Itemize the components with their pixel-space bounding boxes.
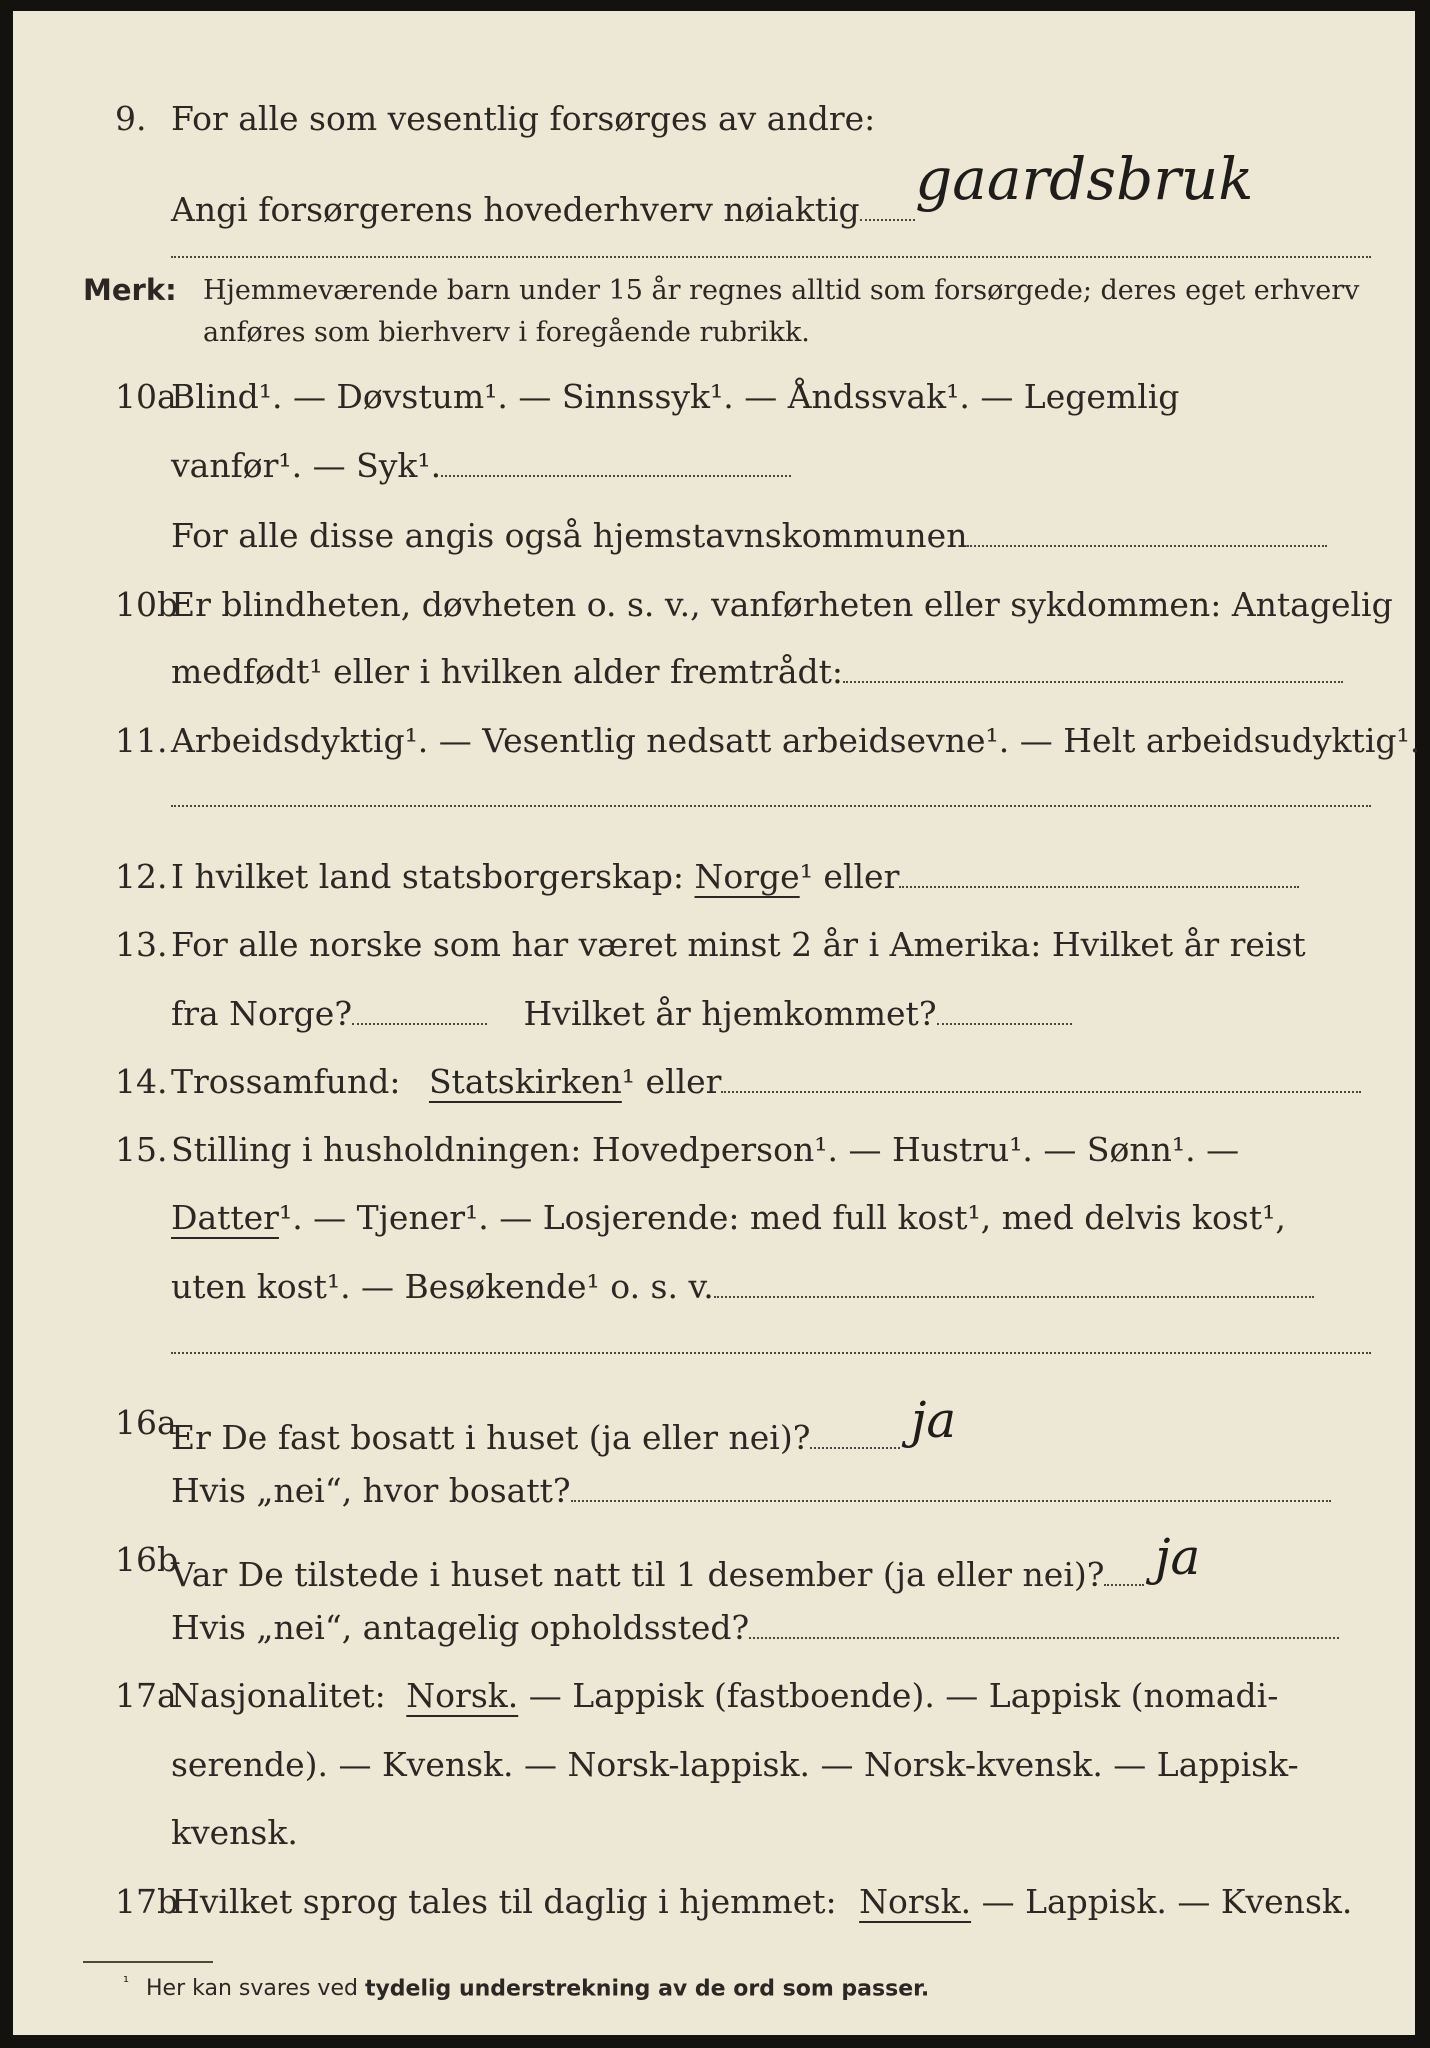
item-number: 14. bbox=[115, 1062, 168, 1101]
footnote-mark: ¹ bbox=[123, 1973, 130, 1991]
question-text: Hvis „nei“, hvor bosatt? bbox=[171, 1471, 571, 1510]
handwritten-answer: ja bbox=[910, 1391, 957, 1449]
question-text: ¹. — Tjener¹. — Losjerende: med full kost¹, med delvis kost¹, bbox=[278, 1198, 1286, 1237]
item-10a-line3 bbox=[13, 508, 1415, 562]
item-number: 9. bbox=[115, 99, 147, 138]
item-10a-line2 bbox=[13, 438, 1415, 492]
item-14 bbox=[13, 1054, 1415, 1108]
item-15-line3 bbox=[13, 1259, 1415, 1313]
selected-answer: Datter bbox=[171, 1198, 279, 1237]
answer-line bbox=[571, 1476, 1331, 1502]
item-17a-line2 bbox=[13, 1737, 1415, 1791]
answer-line bbox=[171, 803, 1371, 807]
answer-line bbox=[810, 1423, 900, 1449]
question-text: Blind¹. — Døvstum¹. — Sinnssyk¹. — Åndssvak¹. — Legemlig bbox=[171, 377, 1180, 416]
answer-line bbox=[721, 1067, 1361, 1093]
question-text: ¹ eller bbox=[621, 1062, 722, 1101]
answer-line bbox=[899, 862, 1299, 888]
selected-answer: Statskirken bbox=[428, 1062, 622, 1101]
handwritten-answer: gaardsbruk bbox=[915, 145, 1254, 213]
item-16a-line2 bbox=[13, 1463, 1415, 1517]
answer-line bbox=[749, 1613, 1339, 1639]
answer-line bbox=[171, 254, 1371, 258]
item-number: 17a bbox=[115, 1676, 177, 1715]
item-16b bbox=[13, 1528, 1415, 1594]
question-text: Er blindheten, døvheten o. s. v., vanførheten eller sykdommen: Antagelig bbox=[171, 585, 1393, 624]
answer-line bbox=[714, 1272, 1314, 1298]
item-10a bbox=[13, 369, 1415, 423]
item-10b-line2 bbox=[13, 644, 1415, 698]
question-text: For alle norske som har været minst 2 år i Amerika: Hvilket år reist bbox=[171, 925, 1306, 964]
item-10b bbox=[13, 577, 1415, 631]
answer-line bbox=[937, 999, 1072, 1025]
item-9-line2 bbox=[13, 145, 1415, 229]
answer-line bbox=[352, 999, 487, 1025]
item-number: 16a bbox=[115, 1403, 177, 1442]
census-form-page bbox=[13, 11, 1421, 2035]
selected-answer: Norge bbox=[694, 857, 800, 896]
item-number: 10b bbox=[115, 585, 179, 624]
handwritten-answer: ja bbox=[1154, 1528, 1201, 1586]
item-13-line2 bbox=[13, 986, 1415, 1040]
question-text: medfødt¹ eller i hvilken alder fremtrådt: bbox=[171, 652, 844, 691]
question-text: Trossamfund: bbox=[171, 1062, 401, 1101]
selected-answer: Norsk. bbox=[406, 1676, 519, 1715]
question-text: Hvilket år hjemkommet? bbox=[523, 994, 937, 1033]
answer-line bbox=[441, 451, 791, 477]
note-text: Hjemmeværende barn under 15 år regnes alltid som forsørgede; deres eget erhverv bbox=[203, 275, 1360, 306]
footnote-text: Her kan svares ved bbox=[146, 1976, 358, 2002]
question-text: uten kost¹. — Besøkende¹ o. s. v. bbox=[171, 1267, 714, 1306]
question-text: Arbeidsdyktig¹. — Vesentlig nedsatt arbeidsevne¹. — Helt arbeidsudyktig¹. bbox=[171, 721, 1421, 760]
item-number: 17b bbox=[115, 1882, 179, 1921]
item-13 bbox=[13, 917, 1415, 971]
question-text: vanfør¹. — Syk¹. bbox=[171, 446, 442, 485]
question-text: Hvis „nei“, antagelig opholdssted? bbox=[171, 1608, 750, 1647]
answer-line bbox=[171, 1350, 1371, 1354]
footnote bbox=[123, 1973, 929, 2001]
question-text: Er De fast bosatt i huset (ja eller nei)? bbox=[171, 1418, 811, 1457]
question-text: fra Norge? bbox=[171, 994, 353, 1033]
question-text: Hvilket sprog tales til daglig i hjemmet: bbox=[171, 1882, 837, 1921]
question-text: Nasjonalitet: bbox=[171, 1676, 386, 1715]
selected-answer: Norsk. bbox=[859, 1882, 972, 1921]
item-16b-line2 bbox=[13, 1600, 1415, 1654]
item-number: 13. bbox=[115, 925, 168, 964]
item-number: 10a bbox=[115, 377, 177, 416]
question-text: For alle disse angis også hjemstavnskommunen bbox=[171, 516, 968, 555]
item-number: 11. bbox=[115, 721, 168, 760]
answer-line bbox=[967, 521, 1327, 547]
answer-line bbox=[1104, 1560, 1144, 1586]
item-12 bbox=[13, 849, 1415, 903]
answer-line bbox=[860, 195, 915, 221]
question-text: For alle som vesentlig forsørges av andre: bbox=[171, 99, 876, 138]
footnote-rule bbox=[83, 1961, 213, 1963]
question-text: Var De tilstede i huset natt til 1 desember (ja eller nei)? bbox=[171, 1555, 1105, 1594]
item-15 bbox=[13, 1122, 1415, 1176]
item-number: 12. bbox=[115, 857, 168, 896]
question-text: Angi forsørgerens hovederhverv nøiaktig bbox=[171, 190, 860, 229]
item-17a-line3 bbox=[13, 1805, 1415, 1859]
item-number: 16b bbox=[115, 1540, 179, 1579]
question-text: ¹ eller bbox=[799, 857, 900, 896]
item-11 bbox=[13, 713, 1421, 767]
item-17b bbox=[13, 1874, 1415, 1928]
item-9 bbox=[13, 91, 1415, 145]
item-number: 15. bbox=[115, 1130, 168, 1169]
question-text: — Lappisk. — Kvensk. bbox=[981, 1882, 1353, 1921]
question-text: I hvilket land statsborgerskap: bbox=[171, 857, 685, 896]
item-17a bbox=[13, 1668, 1415, 1722]
question-text: serende). — Kvensk. — Norsk-lappisk. — Norsk-kvensk. — Lappisk- bbox=[171, 1745, 1299, 1784]
question-text: — Lappisk (fastboende). — Lappisk (nomadi- bbox=[528, 1676, 1279, 1715]
footnote-emphasis: tydelig understrekning av de ord som passer. bbox=[364, 1976, 930, 2002]
note-label: Merk: bbox=[83, 273, 177, 307]
question-text: Stilling i husholdningen: Hovedperson¹. — Hustru¹. — Sønn¹. — bbox=[171, 1130, 1240, 1169]
item-15-line2 bbox=[13, 1190, 1415, 1244]
note-text: anføres som bierhverv i foregående rubrikk. bbox=[203, 317, 810, 348]
answer-line bbox=[843, 657, 1343, 683]
question-text: kvensk. bbox=[171, 1813, 298, 1852]
item-16a bbox=[13, 1391, 1415, 1457]
